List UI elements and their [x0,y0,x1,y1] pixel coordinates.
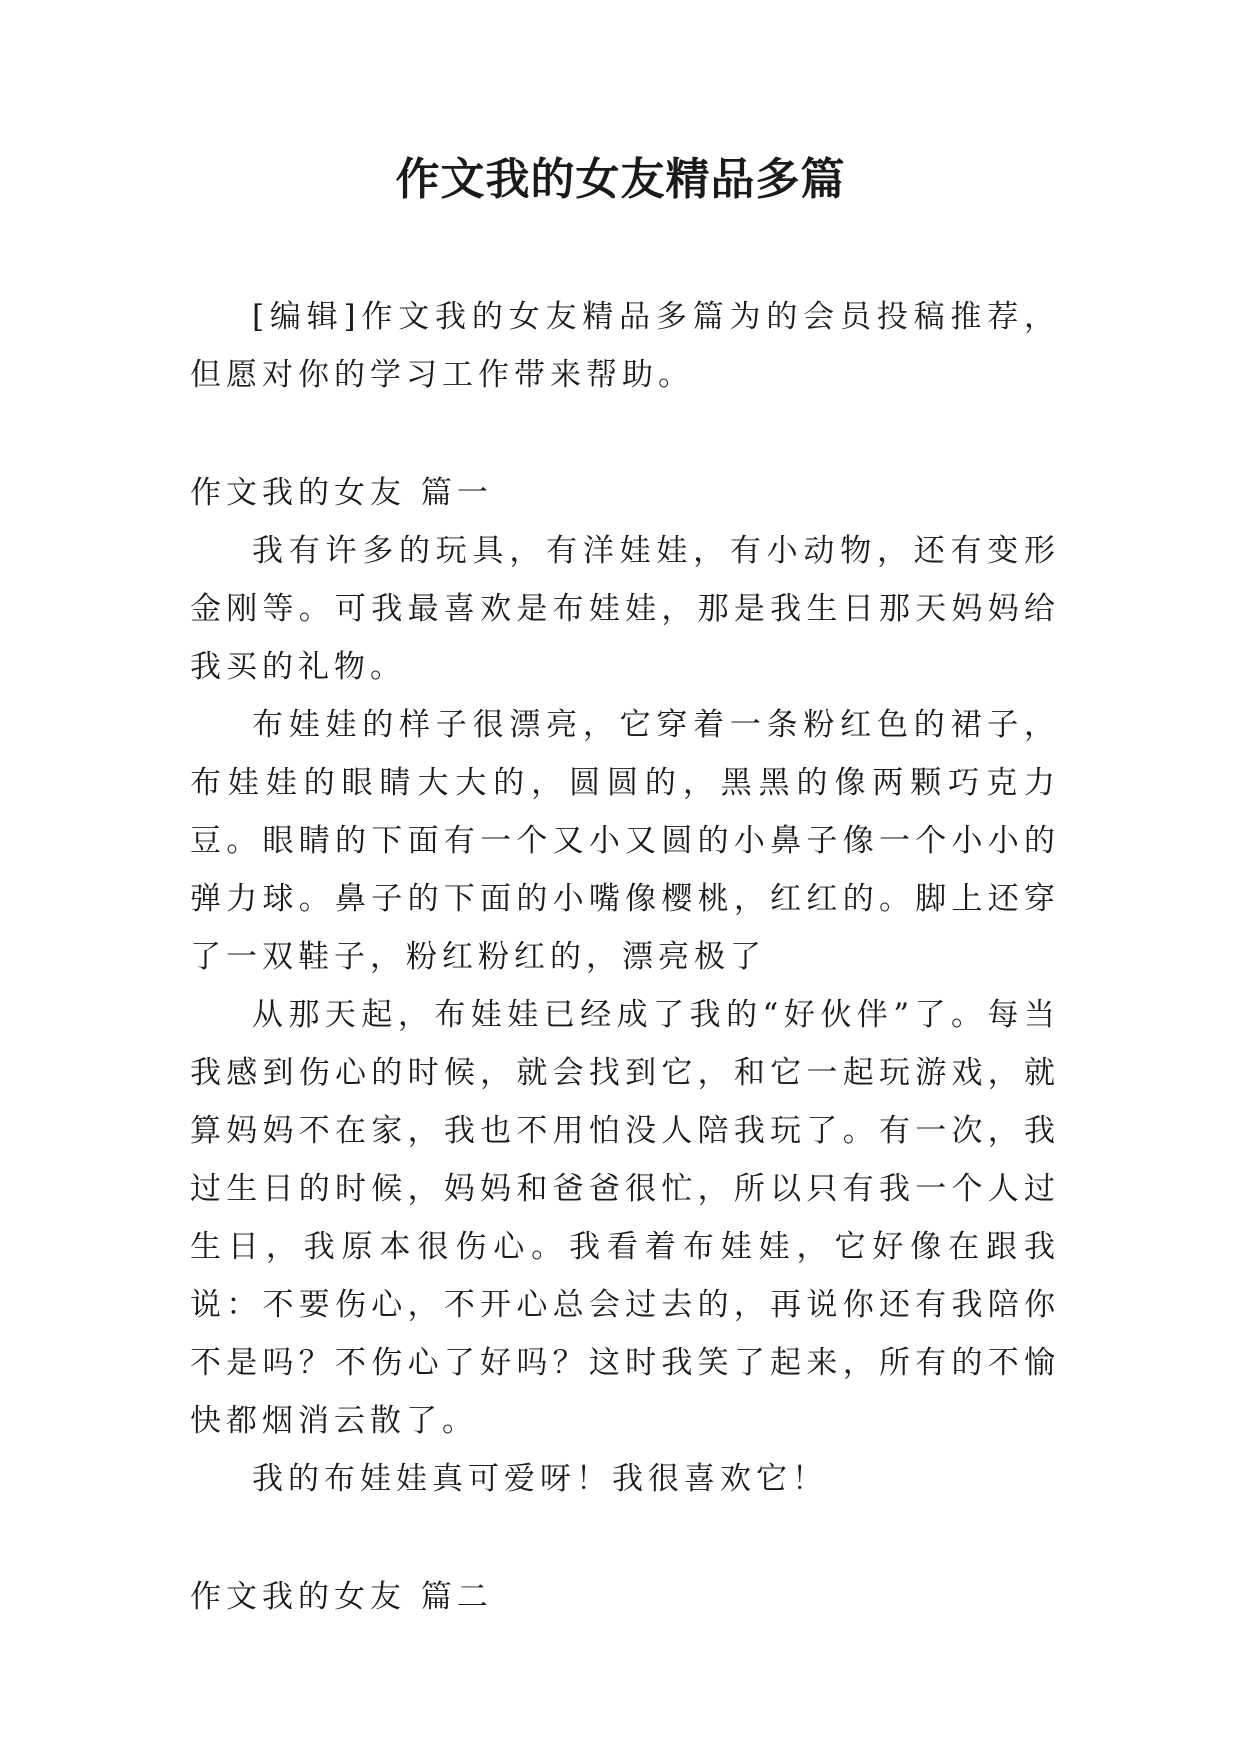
section-heading-1: 作文我的女友 篇一 [190,475,493,511]
section-1-paragraph-4: 我的布娃娃真可爱呀！我很喜欢它！ [252,1461,828,1497]
document-title: 作文我的女友精品多篇 [395,154,846,205]
section-1-paragraph-2: 布娃娃的样子很漂亮，它穿着一条粉红色的裙子，布娃娃的眼睛大大的，圆圆的，黑黑的像两颗巧克力豆。眼睛的下面有一个又小又圆的小鼻子像一个小小的弹力球。鼻子的下面的小嘴像樱桃，红红的。脚上还穿了一双鞋子，粉红粉红的，漂亮极了 [190,707,1060,975]
intro-paragraph: [编辑]作文我的女友精品多篇为的会员投稿推荐，但愿对你的学习工作带来帮助。 [190,299,1060,393]
section-1-paragraph-3: 从那天起，布娃娃已经成了我的“好伙伴”了。每当我感到伤心的时候，就会找到它，和它一起玩游戏，就算妈妈不在家，我也不用怕没人陪我玩了。有一次，我过生日的时候，妈妈和爸爸很忙，所以只有我一个人过生日，我原本很伤心。我看着布娃娃，它好像在跟我说：不要伤心，不开心总会过去的，再说你还有我陪你不是吗？不伤心了好吗？这时我笑了起来，所有的不愉快都烟消云散了。 [190,997,1060,1439]
section-1-paragraph-1: 我有许多的玩具，有洋娃娃，有小动物，还有变形金刚等。可我最喜欢是布娃娃，那是我生日那天妈妈给我买的礼物。 [190,533,1060,685]
section-heading-2: 作文我的女友 篇二 [190,1579,493,1615]
document-body [190,288,1060,1626]
